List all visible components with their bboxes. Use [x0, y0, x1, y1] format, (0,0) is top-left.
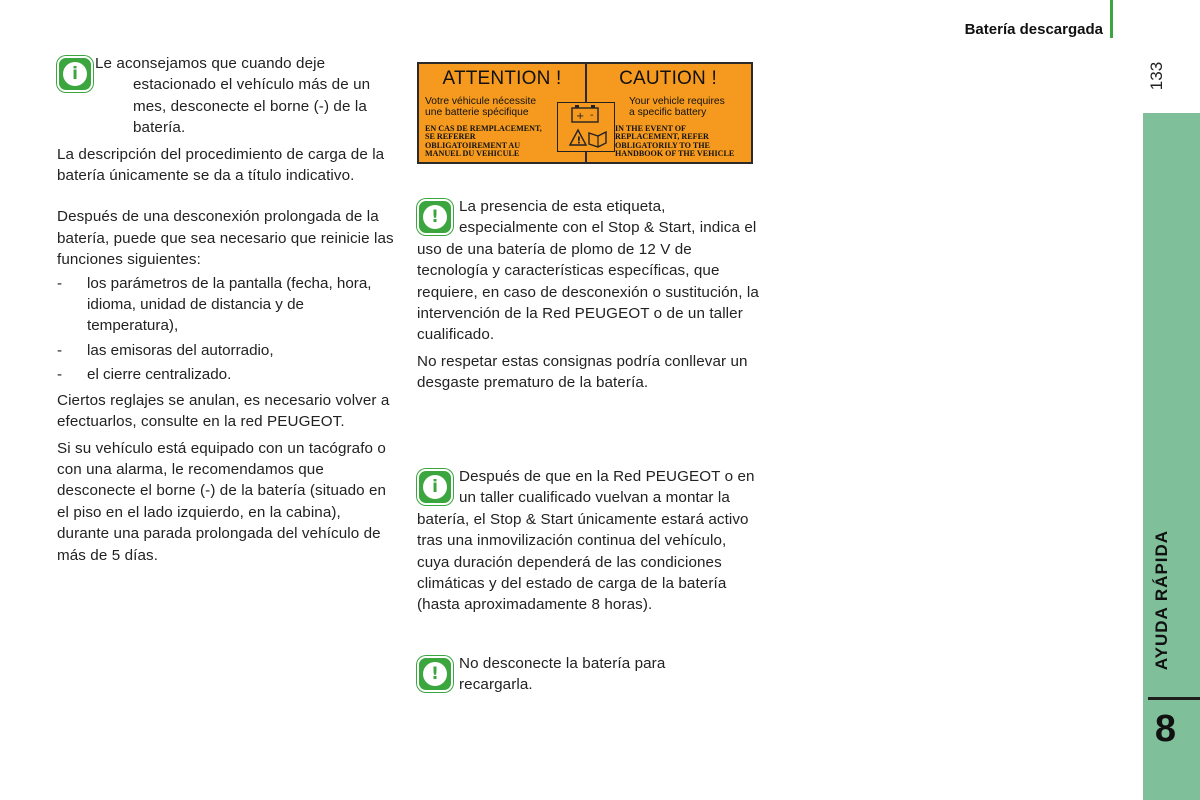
- label-french-title: ATTENTION !: [442, 68, 562, 89]
- paragraph-reset-functions: Después de una desconexión prolongada de la batería, puede que sea necesario que reinicie las funciones siguientes:: [57, 208, 394, 269]
- list-item-text: los parámetros de la pantalla (fecha, hora, idioma, unidad de distancia y de temperatura),: [87, 274, 372, 335]
- label-french-sub-line: Votre véhicule nécessite: [425, 96, 537, 107]
- label-fine-line: HANDBOOK OF THE VEHICLE: [615, 149, 735, 159]
- info-icon-glyph: i: [63, 62, 87, 86]
- info-icon: [417, 469, 453, 505]
- info-icon-glyph: i: [423, 475, 447, 499]
- warning-icon-glyph: !: [423, 662, 447, 686]
- warning-note-consequence: No respetar estas consignas podría conllevar un desgaste prematuro de la batería.: [417, 352, 748, 392]
- warning-note-text: La presencia de esta etiqueta, especialmente con el Stop & Start, indica el uso de una batería de plomo de 12 V de tecnología y características específicas, que requiere, en caso de desconexión o sustitución, la intervención de la Red PEUGEOT o de un taller cualificado.: [417, 198, 759, 344]
- warning-icon: [417, 199, 453, 235]
- warning-triangle-icon: [570, 130, 586, 147]
- chapter-label-text: AYUDA RÁPIDA: [1152, 529, 1171, 671]
- label-fine-line: EN CAS DE REMPLACEMENT,: [425, 123, 542, 133]
- label-fine-line: IN THE EVENT OF: [615, 123, 686, 133]
- list-marker: -: [57, 366, 63, 384]
- list-item: [57, 273, 397, 337]
- list-marker: -: [57, 341, 63, 359]
- warning-note-label: [417, 196, 762, 394]
- list-item-text: el cierre centralizado.: [87, 366, 232, 384]
- chapter-divider: [1148, 697, 1200, 700]
- label-fine-line: OBLIGATORILY TO THE: [615, 140, 710, 150]
- battery-warning-label: [417, 62, 753, 164]
- list-item: [57, 364, 397, 385]
- label-english-subtitle: [629, 96, 751, 118]
- paragraph-settings: Ciertos reglajes se anulan, es necesario volver a efectuarlos, consulte en la red PEUGEOT.: [57, 391, 390, 431]
- info-note: [57, 53, 397, 139]
- list-item-text: las emisoras del autorradio,: [87, 341, 274, 359]
- warning-note-recharge: [417, 653, 762, 696]
- warning-icon-glyph: !: [423, 205, 447, 229]
- label-english-sub-line: Your vehicle requires: [629, 96, 725, 107]
- reset-functions-list: [57, 273, 397, 386]
- info-icon: [57, 56, 93, 92]
- battery-icon: [572, 105, 598, 122]
- section-title: Batería descargada: [964, 21, 1103, 38]
- paragraph-tachograph: Si su vehículo está equipado con un tacógrafo o con una alarma, le recomendamos que desconecte el borne (-) de la batería (situado en el piso en el lado izquierdo, en la cabina), durante una parada prolongada del vehículo de más de 5 días.: [57, 439, 387, 564]
- page-number: 133: [1147, 61, 1166, 91]
- list-marker: -: [57, 274, 63, 292]
- battery-plus-sign: +: [576, 111, 585, 122]
- label-english-sub-line: a specific battery: [629, 107, 707, 118]
- label-french-fine-print: [425, 125, 542, 159]
- manual-book-icon: [589, 132, 606, 147]
- chapter-label: [1138, 510, 1186, 690]
- header-divider: [1110, 0, 1113, 38]
- label-french-sub-line: une batterie spécifique: [425, 107, 529, 118]
- battery-symbol-box: [557, 102, 615, 152]
- label-english-fine-print: [615, 125, 734, 159]
- info-note-stop-start: [417, 466, 762, 616]
- label-english-title: CAUTION !: [619, 68, 717, 89]
- list-item: [57, 340, 397, 361]
- label-fine-line: MANUEL DU VEHICULE: [425, 149, 520, 159]
- warning-icon: [417, 656, 453, 692]
- left-column: [57, 53, 397, 566]
- warning-note-recharge-text: No desconecte la batería para recargarla.: [459, 655, 666, 694]
- paragraph-procedure: La descripción del procedimiento de carga de la batería únicamente se da a título indicativo.: [57, 145, 385, 185]
- label-fine-line: REPLACEMENT, REFER: [615, 132, 709, 142]
- warning-triangle-mark: !: [576, 135, 582, 147]
- label-fine-line: SE REFERER: [425, 132, 476, 142]
- info-note-text: Le aconsejamos que cuando deje estacionado el vehículo más de un mes, desconecte el borne (-) de la batería.: [95, 55, 371, 137]
- battery-minus-sign: -: [590, 110, 594, 121]
- info-note-stop-start-text: Después de que en la Red PEUGEOT o en un taller cualificado vuelvan a montar la batería, el Stop & Start únicamente estará activo tras una inmovilización continua del vehículo, cuya duración dependerá de las condiciones climáticas y del estado de carga de la batería (hasta aproximadamente 8 horas).: [417, 468, 755, 614]
- chapter-number: 8: [1154, 708, 1177, 750]
- label-fine-line: OBLIGATOIREMENT AU: [425, 140, 521, 150]
